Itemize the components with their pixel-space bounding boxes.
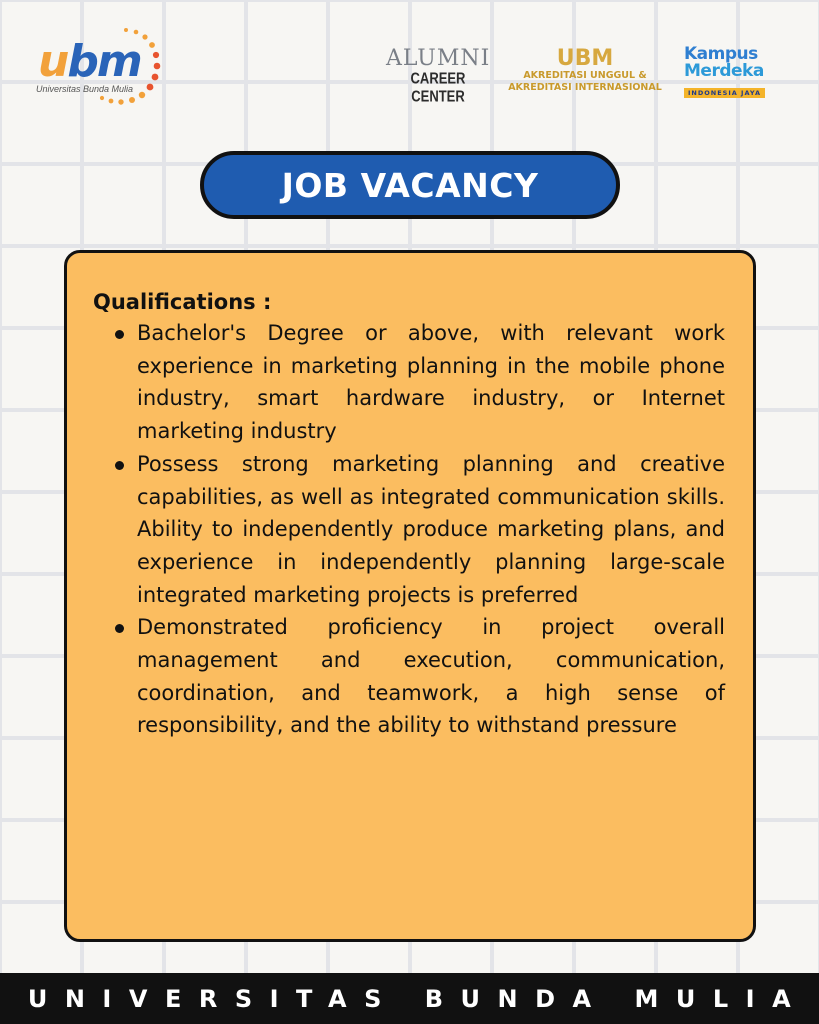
ubm-wordmark: ubm (38, 36, 141, 87)
ubm-logo (34, 26, 164, 116)
akreditasi-logo-line3: AKREDITASI INTERNASIONAL (508, 82, 662, 93)
qualifications-card (64, 250, 756, 942)
bullet-icon (115, 624, 124, 633)
title-banner (200, 151, 620, 219)
akreditasi-logo (500, 48, 670, 100)
alumni-logo-line2: CAREER CENTER (410, 69, 466, 105)
ubm-logo-subtitle: Universitas Bunda Mulia (36, 84, 134, 94)
qualification-item (93, 317, 725, 448)
page-title: JOB VACANCY (281, 165, 539, 205)
kampus-merdeka-logo (684, 46, 788, 104)
qualification-item (93, 611, 725, 742)
qualification-text: Bachelor's Degree or above, with relevant work experience in marketing planning in the mobile phone industry, smart hardware industry, or Internet marketing industry (137, 321, 725, 444)
akreditasi-logo-line2: AKREDITASI UNGGUL & (523, 70, 647, 81)
qualifications-list (93, 317, 725, 742)
qualification-item (93, 448, 725, 612)
qualifications-heading: Qualifications : (93, 290, 272, 314)
akreditasi-logo-line1: UBM (556, 46, 614, 71)
qualification-text: Possess strong marketing planning and creative capabilities, as well as integrated communication skills. Ability to independently produce marketing plans, and experience in independently planning large-scale integrated marketing projects is preferred (137, 451, 725, 607)
footer-bar (0, 973, 819, 1024)
footer-text: UNIVERSITAS BUNDA MULIA (27, 984, 809, 1013)
kampus-logo-line2: Merdeka (684, 61, 764, 81)
alumni-career-center-logo (386, 46, 491, 105)
alumni-logo-line1: ALUMNI (386, 46, 491, 71)
kampus-logo-line3: INDONESIA JAYA (684, 88, 765, 98)
bullet-icon (115, 461, 124, 470)
qualification-text: Demonstrated proficiency in project overall management and execution, communication, coordination, and teamwork, a high sense of responsibility, and the ability to withstand pressure (137, 615, 725, 738)
kampus-logo-line1: Kampus (684, 44, 758, 64)
bullet-icon (115, 330, 124, 339)
